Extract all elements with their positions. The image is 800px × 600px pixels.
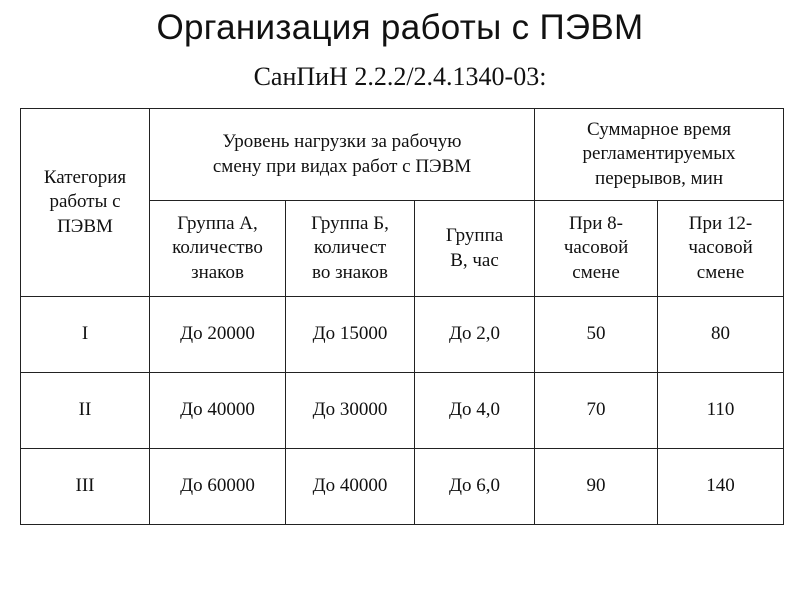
header-shift-12-line: часовой [688,237,753,259]
cell-group-b: До 15000 [286,297,415,373]
header-group-a-line: количество [172,237,263,259]
header-category-line: работы с [49,191,121,213]
cell-group-a: До 60000 [150,449,286,525]
header-shift-12-line: При 12- [688,213,753,235]
cell-shift-8: 70 [535,373,658,449]
header-category-line: ПЭВМ [57,215,113,237]
header-group-a-line: знаков [191,261,244,283]
header-load-line: Уровень нагрузки за рабочую [222,131,462,153]
table-row [21,373,784,449]
page-subtitle: СанПиН 2.2.2/2.4.1340-03: [253,62,547,91]
cell-category: III [21,449,150,525]
cell-shift-12: 140 [658,449,784,525]
header-group-a-line: Группа А, [177,213,258,235]
header-shift-8-line: При 8- [569,213,624,235]
cell-category: II [21,373,150,449]
header-shift-12 [658,201,784,297]
header-breaks-line: перерывов, мин [595,167,724,189]
header-breaks-line: регламентируемых [582,143,736,165]
cell-shift-12: 110 [658,373,784,449]
header-group-v [415,201,535,297]
cell-shift-8: 90 [535,449,658,525]
cell-category: I [21,297,150,373]
header-group-b-line: во знаков [312,261,388,283]
cell-group-a: До 40000 [150,373,286,449]
table-header-row [21,109,784,201]
cell-group-a: До 20000 [150,297,286,373]
header-shift-8-line: смене [572,261,620,283]
header-category [21,109,150,297]
header-group-v-line: Группа [445,225,504,247]
cell-shift-8: 50 [535,297,658,373]
header-group-b-line: Группа Б, [311,213,389,235]
norms-table [20,108,784,525]
cell-group-b: До 30000 [286,373,415,449]
table-row [21,449,784,525]
table-row [21,297,784,373]
header-shift-8 [535,201,658,297]
header-group-a [150,201,286,297]
header-group-b-line: количест [313,237,387,259]
header-load [150,109,535,201]
header-load-line: смену при видах работ с ПЭВМ [212,155,472,177]
page-title: Организация работы с ПЭВМ [156,8,644,47]
header-breaks-line: Суммарное время [587,119,732,141]
header-category-line: Категория [43,167,127,189]
cell-group-v: До 2,0 [415,297,535,373]
cell-group-v: До 6,0 [415,449,535,525]
header-breaks [535,109,784,201]
cell-group-v: До 4,0 [415,373,535,449]
cell-shift-12: 80 [658,297,784,373]
cell-group-b: До 40000 [286,449,415,525]
header-group-b [286,201,415,297]
header-shift-12-line: смене [696,261,745,283]
header-shift-8-line: часовой [563,237,629,259]
header-group-v-line: В, час [450,249,499,271]
